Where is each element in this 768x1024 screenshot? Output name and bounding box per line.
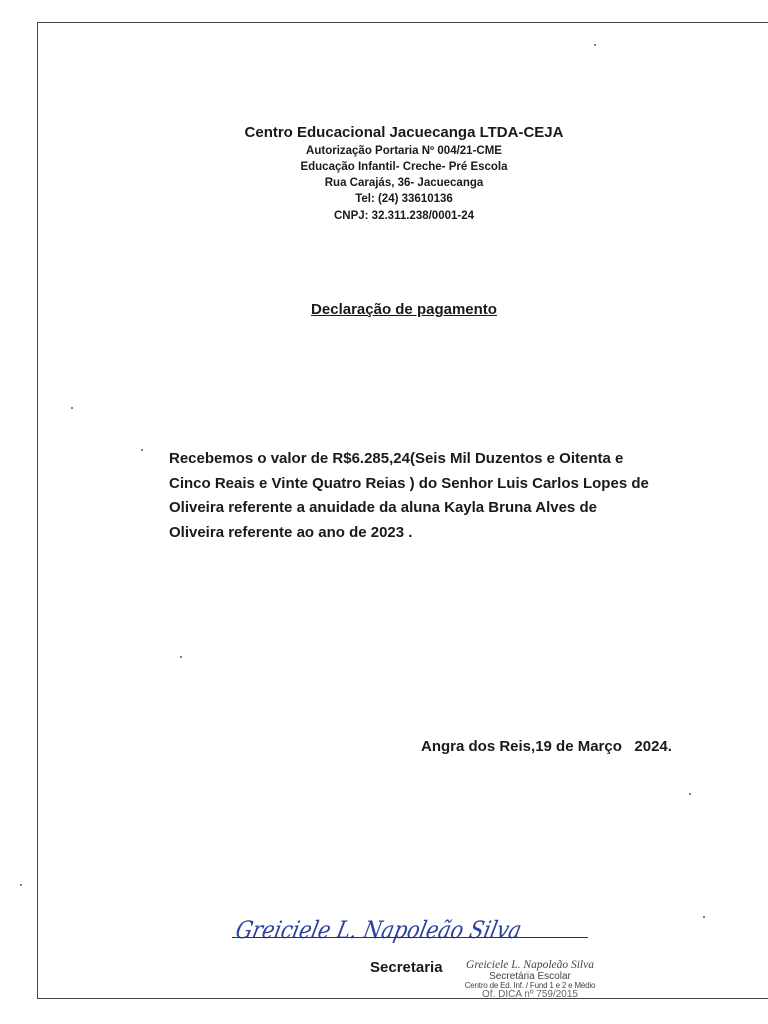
institution-name: Centro Educacional Jacuecanga LTDA-CEJA [244, 124, 564, 141]
stamp-registration: Of. DICA nº 759/2015 [482, 988, 578, 1000]
stamp-institution: Centro de Ed. Inf. / Fund 1 e 2 e Médio [464, 980, 596, 990]
signature-line [232, 937, 588, 938]
date-line: Angra dos Reis,19 de Março 2024. [421, 738, 672, 755]
scan-speck [20, 884, 22, 886]
authorization-line: Autorização Portaria Nº 004/21-CME [306, 145, 502, 157]
secretaria-label: Secretaria [370, 959, 443, 976]
cnpj-line: CNPJ: 32.311.238/0001-24 [333, 210, 475, 222]
stamp-name: Greiciele L. Napoleão Silva [466, 959, 594, 971]
scan-speck [703, 916, 705, 918]
handwritten-signature [232, 912, 592, 952]
declaration-body: Recebemos o valor de R$6.285,24(Seis Mil Duzentos e Oitenta e Cinco Reais e Vinte Quatro Reias ) do Senhor Luis Carlos Lopes de Oliveira referente a anuidade da aluna Kayla Bruna Alves de Oliveira referente ao ano de 2023 . [169, 450, 649, 541]
scan-speck [180, 656, 182, 658]
phone-line: Tel: (24) 33610136 [355, 193, 453, 205]
document-title: Declaração de pagamento [311, 301, 497, 318]
education-levels-line: Educação Infantil- Creche- Pré Escola [300, 161, 508, 173]
stamp-role: Secretária Escolar [489, 970, 571, 982]
scan-speck [141, 449, 143, 451]
scan-speck [594, 44, 596, 46]
scan-speck [71, 407, 73, 409]
signature-script: Greiciele L. Napoleão Silva [233, 915, 571, 944]
address-line: Rua Carajás, 36- Jacuecanga [324, 177, 484, 189]
scan-speck [689, 793, 691, 795]
official-stamp [450, 960, 610, 1000]
